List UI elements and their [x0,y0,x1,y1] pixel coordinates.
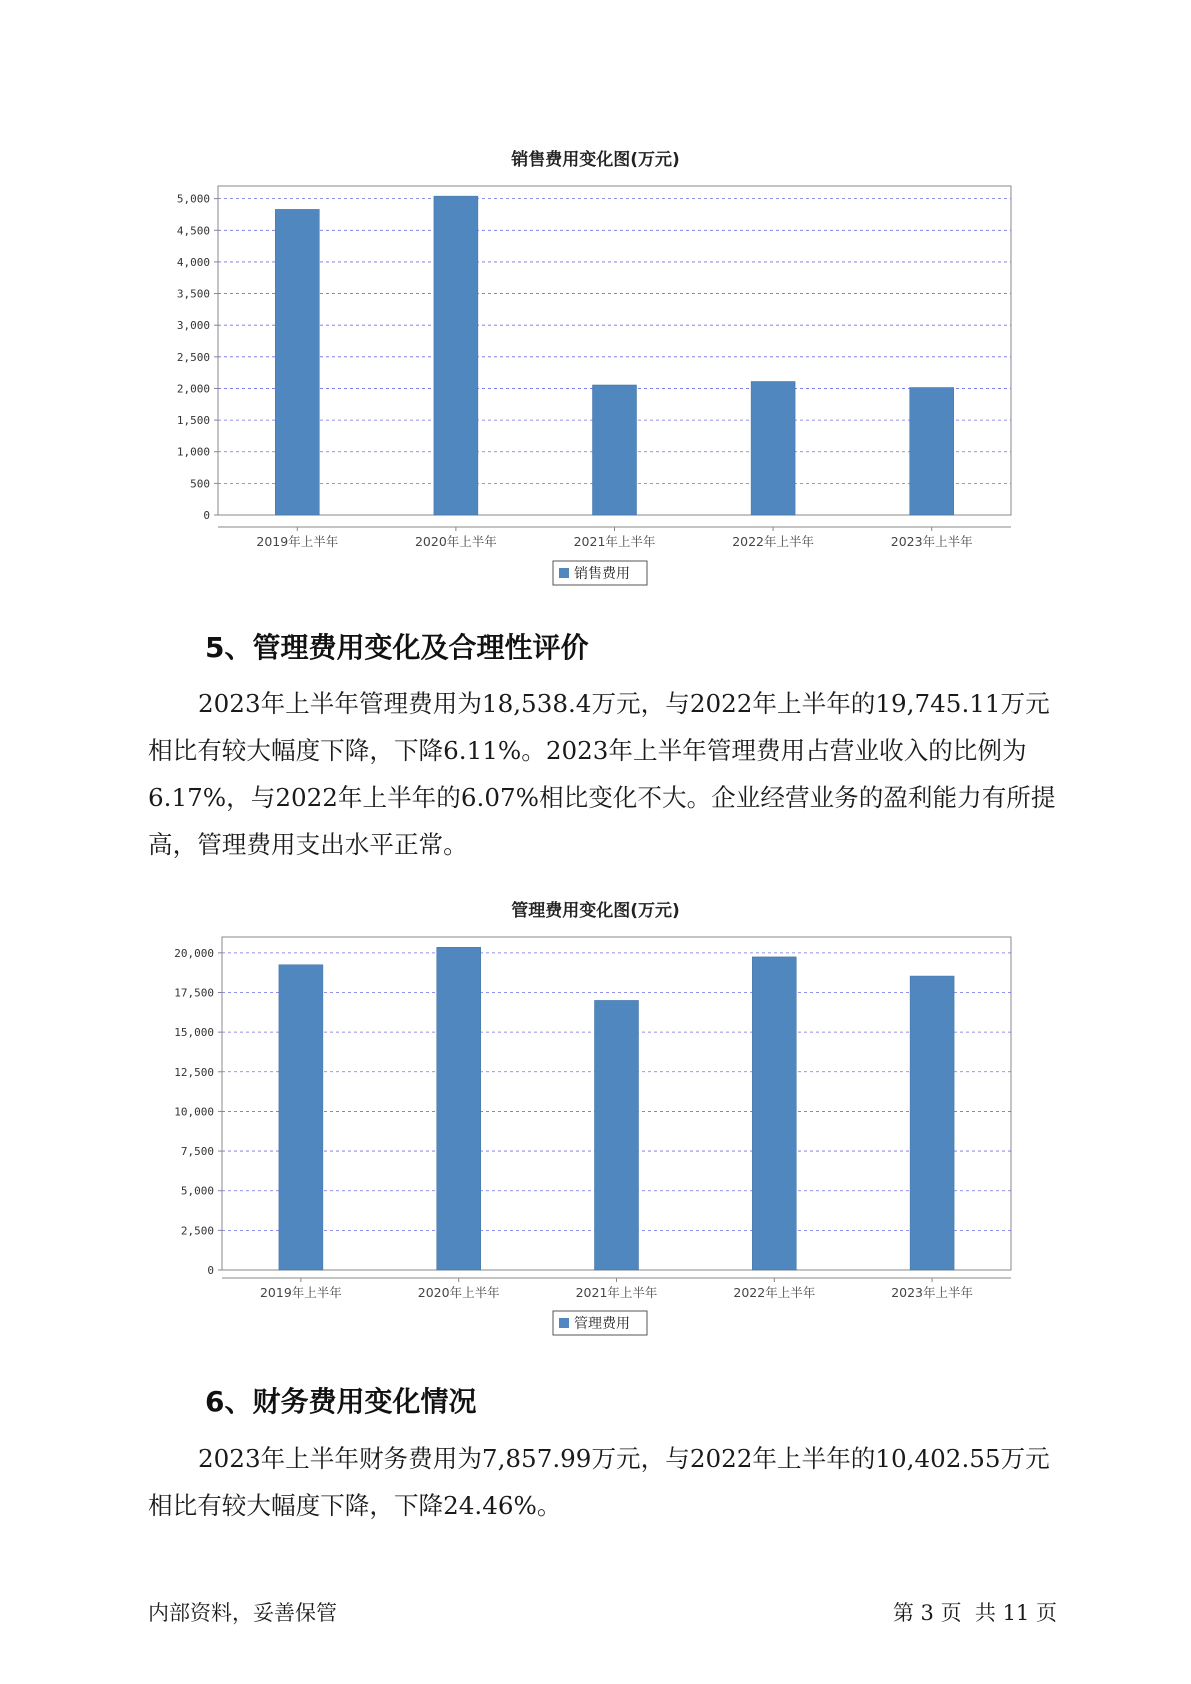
x-tick-label: 2019年上半年 [259,1285,342,1300]
y-tick-label: 1,000 [176,445,210,459]
bar [595,1000,639,1270]
bar [434,196,478,515]
x-tick-label: 2023年上半年 [890,534,973,549]
legend-swatch [559,1318,569,1328]
legend [553,561,647,585]
x-tick-label: 2021年上半年 [573,534,656,549]
page-number: 第 3 页 共 11 页 [892,1601,1057,1625]
y-tick-label: 3,500 [176,287,210,301]
x-tick-label: 2022年上半年 [733,1285,816,1300]
x-tick-label: 2022年上半年 [732,534,815,549]
admin-expense-chart [0,920,1191,1340]
y-tick-label: 2,500 [176,350,210,364]
y-tick-label: 5,000 [176,192,210,206]
section-paragraph: 2023年上半年财务费用为7,857.99万元，与2022年上半年的10,402.55万元相比有较大幅度下降，下降24.46%。 [148,1444,1050,1520]
chart-title: 管理费用变化图(万元) [511,901,680,921]
x-tick-label: 2020年上半年 [417,1285,500,1300]
bar [751,382,795,515]
bar [279,965,323,1270]
x-tick-label: 2020年上半年 [414,534,497,549]
y-tick-label: 1,500 [176,414,210,428]
y-tick-label: 10,000 [174,1105,214,1119]
legend-label: 销售费用 [574,566,630,582]
bar [593,385,637,515]
legend-swatch [559,568,569,578]
y-tick-label: 4,000 [176,255,210,269]
y-tick-label: 3,000 [176,319,210,333]
y-tick-label: 15,000 [174,1026,214,1040]
x-tick-label: 2021年上半年 [575,1285,658,1300]
bar [910,976,954,1270]
y-tick-label: 2,500 [180,1224,214,1238]
y-tick-label: 7,500 [180,1145,214,1159]
section-heading: 6、财务费用变化情况 [205,1385,477,1418]
y-tick-label: 500 [190,477,210,491]
footer-note: 内部资料，妥善保管 [148,1601,337,1625]
y-tick-label: 20,000 [174,946,214,960]
y-tick-label: 4,500 [176,224,210,238]
y-tick-label: 0 [207,1264,214,1277]
bar [275,209,319,515]
y-tick-label: 0 [203,509,210,522]
y-tick-label: 17,500 [174,986,214,1000]
legend-label: 管理费用 [574,1316,630,1332]
y-tick-label: 12,500 [174,1065,214,1079]
bar [910,388,954,515]
y-tick-label: 2,000 [176,382,210,396]
chart-title: 销售费用变化图(万元) [511,150,680,170]
section-heading: 5、管理费用变化及合理性评价 [205,631,589,664]
bar [752,957,796,1270]
x-tick-label: 2019年上半年 [256,534,339,549]
x-tick-label: 2023年上半年 [891,1285,974,1300]
legend [553,1311,647,1335]
y-tick-label: 5,000 [180,1184,214,1198]
section-paragraph: 2023年上半年管理费用为18,538.4万元，与2022年上半年的19,745.11万元相比有较大幅度下降，下降6.11%。2023年上半年管理费用占营业收入的比例为6.17%，与2022年上半年的6.07%相比变化不大。企业经营业务的盈利能力有所提高，管理费用支出水平正常。 [148,689,1056,859]
sales-expense-chart [0,170,1191,590]
bar [437,947,481,1270]
